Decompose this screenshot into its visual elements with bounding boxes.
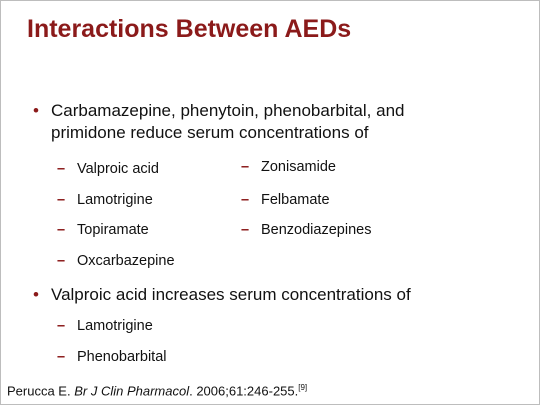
sub-item-phenobarbital — [57, 348, 167, 366]
dash-marker: – — [57, 253, 66, 269]
citation-author: Perucca E. — [7, 383, 71, 399]
sub-item-benzodiazepines — [241, 221, 371, 239]
sub-item-label: Valproic acid — [77, 161, 159, 177]
sub-item-label: Felbamate — [261, 192, 330, 208]
sub-item-label: Lamotrigine — [77, 192, 153, 208]
bullet-marker: • — [33, 101, 39, 120]
citation — [7, 383, 307, 398]
citation-ref: [9] — [298, 383, 308, 392]
dash-marker: – — [241, 222, 250, 238]
sub-item-topiramate — [57, 221, 149, 239]
sub-item-label: Benzodiazepines — [261, 222, 372, 238]
dash-marker: – — [57, 192, 66, 208]
bullet-marker: • — [33, 285, 39, 304]
sub-item-oxcarbazepine — [57, 252, 175, 270]
bullet-1 — [33, 100, 473, 144]
sub-item-valproic-acid — [57, 160, 159, 178]
sub-item-label: Zonisamide — [261, 159, 336, 175]
sub-item-label: Oxcarbazepine — [77, 253, 175, 269]
bullet-2-text: Valproic acid increases serum concentrations of — [51, 285, 411, 304]
sub-item-label: Phenobarbital — [77, 349, 167, 365]
bullet-1-text: Carbamazepine, phenytoin, phenobarbital, and primidone reduce serum concentrations of — [51, 101, 405, 142]
sub-item-label: Lamotrigine — [77, 318, 153, 334]
sub-item-felbamate — [241, 191, 330, 209]
citation-details: . 2006;61:246-255. — [189, 383, 299, 399]
bullet-2 — [33, 284, 473, 306]
sub-item-zonisamide — [241, 158, 336, 176]
citation-journal: Br J Clin Pharmacol — [74, 383, 190, 399]
dash-marker: – — [57, 318, 66, 334]
dash-marker: – — [241, 159, 250, 175]
dash-marker: – — [241, 192, 250, 208]
slide-title: Interactions Between AEDs — [27, 15, 352, 43]
sub-item-lamotrigine — [57, 191, 153, 209]
sub-item-label: Topiramate — [77, 222, 149, 238]
sub-item-lamotrigine-2 — [57, 317, 153, 335]
dash-marker: – — [57, 349, 66, 365]
dash-marker: – — [57, 222, 66, 238]
dash-marker: – — [57, 161, 66, 177]
